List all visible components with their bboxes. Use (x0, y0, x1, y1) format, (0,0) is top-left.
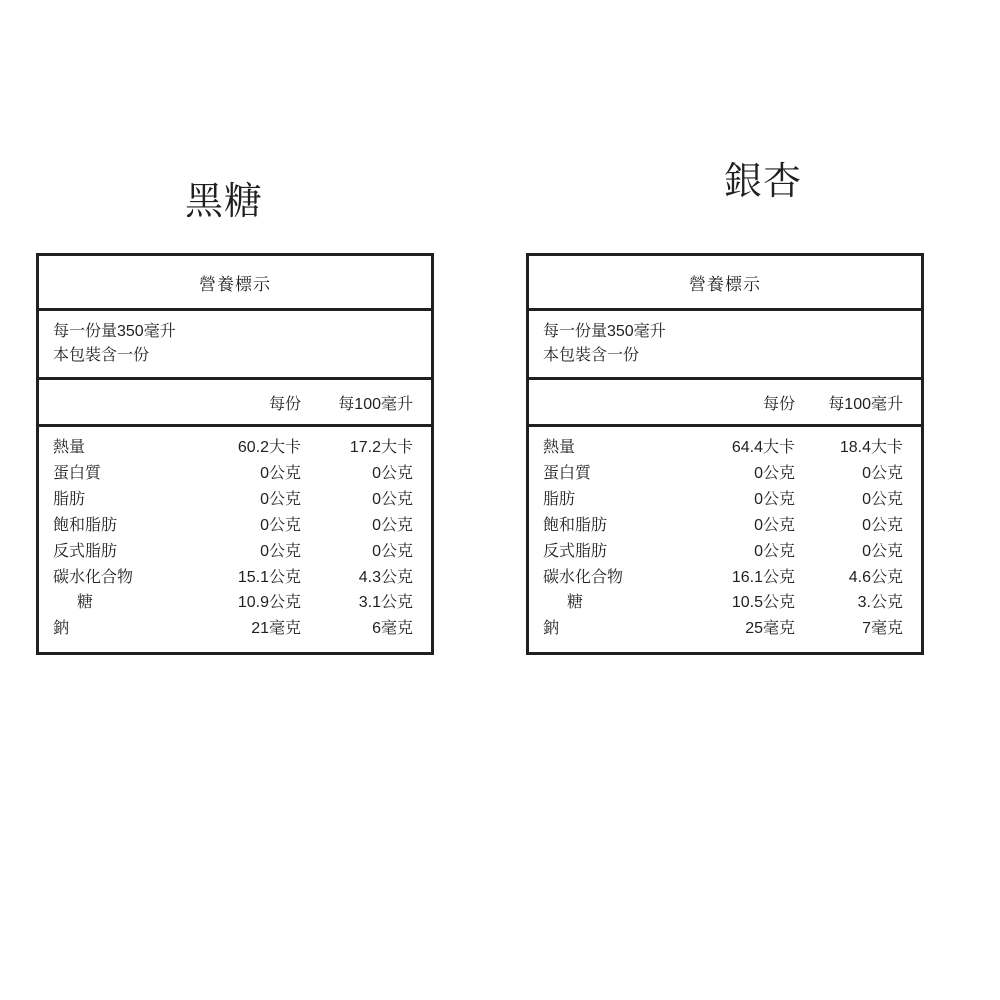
column-header-row (529, 380, 921, 427)
table-row (529, 539, 921, 565)
table-row (39, 539, 431, 565)
nutrient-per-100ml: 6毫克 (372, 620, 413, 638)
nutrition-table-heading: 營養標示 (529, 256, 921, 311)
nutrient-per-100ml: 0公克 (862, 542, 903, 560)
table-row (529, 565, 921, 591)
column-header-per-serving: 每份 (268, 396, 301, 413)
nutrient-per-serving: 0公克 (260, 490, 301, 508)
nutrition-panel-ginkgo (526, 0, 986, 1000)
nutrient-per-100ml: 17.2大卡 (349, 439, 413, 456)
nutrient-name: 蛋白質 (53, 464, 102, 482)
nutrient-name: 糖 (567, 594, 584, 612)
nutrient-per-serving: 0公克 (260, 464, 301, 482)
nutrient-name: 熱量 (53, 439, 86, 456)
nutrient-per-serving: 16.1公克 (731, 568, 795, 586)
servings-per-container: 本包裝含一份 (543, 347, 640, 364)
serving-size: 每一份量350毫升 (543, 323, 666, 340)
column-header-per-100ml: 每100毫升 (338, 396, 413, 413)
nutrition-facts-table (36, 253, 434, 655)
nutrient-per-100ml: 0公克 (372, 490, 413, 508)
nutrient-per-serving: 60.2大卡 (237, 439, 301, 456)
table-row (39, 435, 431, 461)
table-row (39, 565, 431, 591)
serving-info (39, 311, 431, 380)
nutrient-per-100ml: 4.6公克 (848, 568, 903, 586)
nutrient-per-100ml: 0公克 (372, 464, 413, 482)
nutrient-per-serving: 0公克 (754, 464, 795, 482)
column-header-row (39, 380, 431, 427)
nutrient-per-100ml: 7毫克 (862, 620, 903, 638)
serving-size: 每一份量350毫升 (53, 323, 176, 340)
table-row (39, 616, 431, 642)
nutrient-per-serving: 64.4大卡 (731, 439, 795, 456)
table-row (529, 590, 921, 616)
nutrient-per-100ml: 3.1公克 (358, 594, 413, 612)
nutrient-name: 鈉 (53, 620, 70, 638)
nutrient-name: 脂肪 (543, 490, 576, 508)
table-row (529, 616, 921, 642)
nutrient-per-serving: 0公克 (754, 542, 795, 560)
nutrient-per-serving: 10.9公克 (237, 594, 301, 612)
nutrient-per-100ml: 0公克 (372, 542, 413, 560)
serving-info (529, 311, 921, 380)
nutrient-name: 熱量 (543, 439, 576, 456)
table-row (529, 461, 921, 487)
nutrient-rows (39, 427, 431, 652)
table-row (39, 590, 431, 616)
table-row (529, 435, 921, 461)
nutrient-per-100ml: 18.4大卡 (839, 439, 903, 456)
nutrient-per-serving: 25毫克 (745, 620, 795, 638)
table-row (39, 487, 431, 513)
nutrient-per-serving: 21毫克 (251, 620, 301, 638)
nutrient-per-100ml: 0公克 (862, 464, 903, 482)
column-header-nutrient (529, 391, 675, 414)
nutrition-facts-table (526, 253, 924, 655)
product-title: 銀杏 (723, 161, 802, 203)
nutrient-name: 反式脂肪 (53, 542, 118, 560)
table-row (529, 513, 921, 539)
nutrient-per-100ml: 0公克 (862, 516, 903, 534)
product-title: 黑糖 (184, 181, 263, 223)
nutrient-per-100ml: 0公克 (372, 516, 413, 534)
nutrient-per-serving: 0公克 (754, 516, 795, 534)
nutrient-per-100ml: 4.3公克 (358, 568, 413, 586)
nutrient-per-serving: 10.5公克 (731, 594, 795, 612)
nutrition-panel-brown-sugar (12, 0, 472, 1000)
nutrient-name: 脂肪 (53, 490, 86, 508)
nutrient-per-serving: 0公克 (260, 516, 301, 534)
nutrient-name: 蛋白質 (543, 464, 592, 482)
nutrient-per-serving: 0公克 (754, 490, 795, 508)
nutrient-name: 糖 (77, 594, 94, 612)
nutrient-name: 鈉 (543, 620, 560, 638)
nutrient-name: 反式脂肪 (543, 542, 608, 560)
nutrient-name: 飽和脂肪 (53, 516, 118, 534)
nutrient-per-100ml: 0公克 (862, 490, 903, 508)
column-header-nutrient (39, 391, 179, 414)
column-header-per-serving: 每份 (762, 396, 795, 413)
table-row (529, 487, 921, 513)
nutrient-per-serving: 0公克 (260, 542, 301, 560)
table-row (39, 461, 431, 487)
nutrient-name: 碳水化合物 (543, 568, 624, 586)
nutrition-table-heading: 營養標示 (39, 256, 431, 311)
nutrient-per-serving: 15.1公克 (237, 568, 301, 586)
nutrient-per-100ml: 3.公克 (857, 594, 903, 612)
column-header-per-100ml: 每100毫升 (828, 396, 903, 413)
nutrient-rows (529, 427, 921, 652)
nutrient-name: 飽和脂肪 (543, 516, 608, 534)
nutrient-name: 碳水化合物 (53, 568, 134, 586)
table-row (39, 513, 431, 539)
servings-per-container: 本包裝含一份 (53, 347, 150, 364)
